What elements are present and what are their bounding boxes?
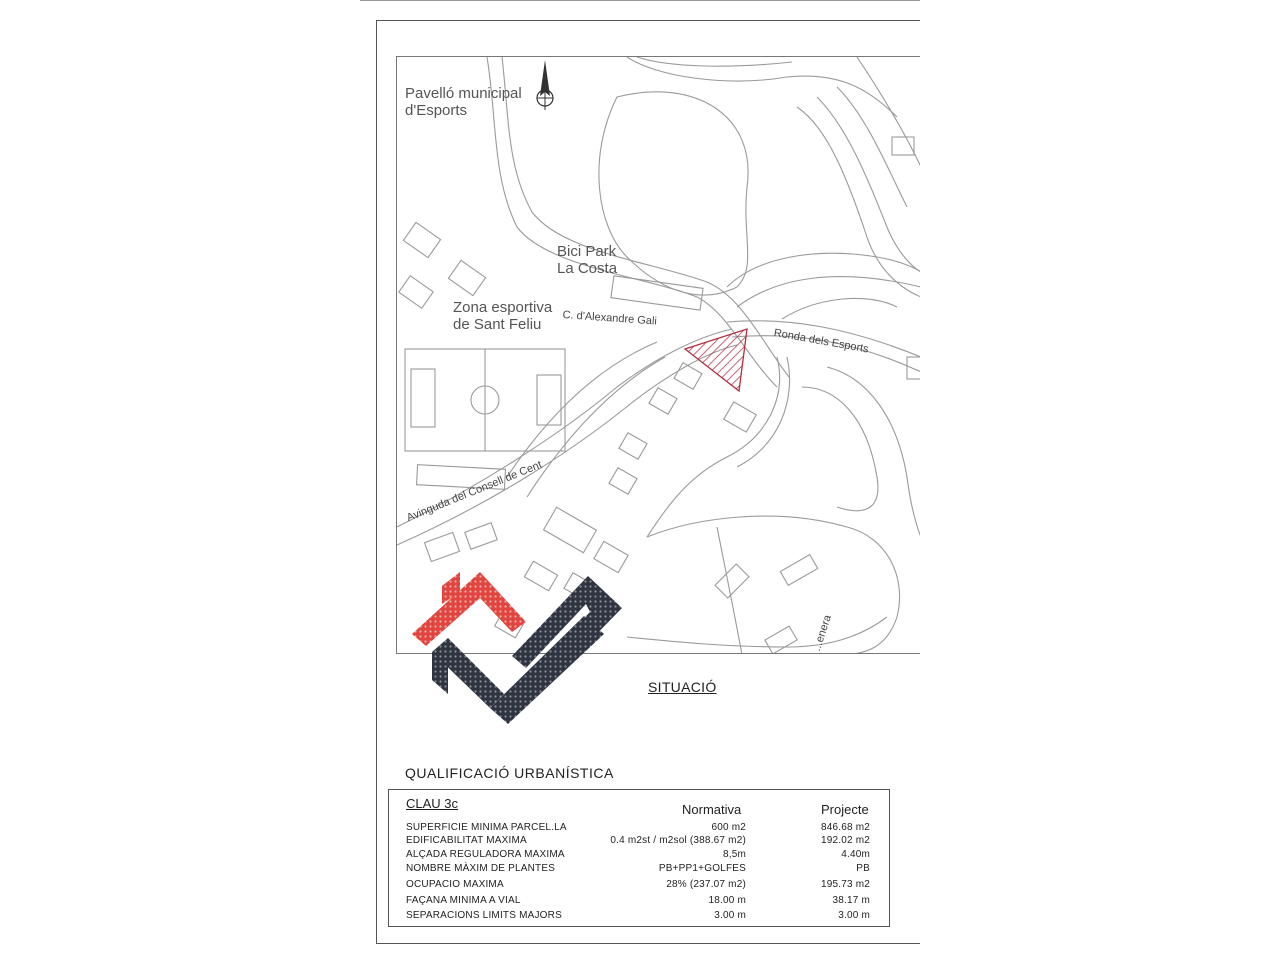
table-row bbox=[406, 863, 872, 877]
row-label: FAÇANA MINIMA A VIAL bbox=[406, 895, 521, 906]
top-rule bbox=[360, 0, 920, 1]
situacio-caption: SITUACIÓ bbox=[648, 679, 717, 695]
row-label: SUPERFICIE MINIMA PARCEL.LA bbox=[406, 822, 567, 833]
header-normativa: Normativa bbox=[682, 802, 742, 817]
street-label-bottom: ...enera bbox=[811, 613, 834, 653]
row-projecte: 192.02 m2 bbox=[820, 835, 870, 846]
map-label-pavello: Pavelló municipal d'Esports bbox=[405, 85, 522, 119]
urban-parameters-table bbox=[388, 789, 890, 927]
table-row bbox=[406, 910, 872, 924]
map-label-zona-esportiva: Zona esportiva de Sant Feliu bbox=[453, 299, 553, 333]
row-normativa: 18.00 m bbox=[708, 895, 746, 906]
row-projecte: 846.68 m2 bbox=[820, 822, 870, 833]
row-normativa: 28% (237.07 m2) bbox=[666, 879, 746, 890]
table-row bbox=[406, 879, 872, 893]
table-row bbox=[406, 895, 872, 909]
street-label-alexandre-gali: C. d'Alexandre Gali bbox=[562, 309, 658, 328]
qualificacio-title: QUALIFICACIÓ URBANÍSTICA bbox=[405, 765, 614, 781]
row-normativa: 3.00 m bbox=[714, 910, 746, 921]
row-projecte: 4.40m bbox=[841, 849, 870, 860]
table-row bbox=[406, 822, 872, 836]
row-label: ALÇADA REGULADORA MAXIMA bbox=[406, 849, 565, 860]
table-row bbox=[406, 835, 872, 849]
row-projecte: 195.73 m2 bbox=[820, 879, 870, 890]
row-normativa: PB+PP1+GOLFES bbox=[658, 863, 746, 874]
row-normativa: 600 m2 bbox=[711, 822, 746, 833]
watermark-logo-icon bbox=[408, 564, 648, 734]
row-label: EDIFICABILITAT MAXIMA bbox=[406, 835, 527, 846]
row-normativa: 8,5m bbox=[722, 849, 746, 860]
street-label-ronda-esports: Ronda dels Esports bbox=[772, 327, 870, 356]
row-label: SEPARACIONS LIMITS MAJORS bbox=[406, 910, 562, 921]
table-row bbox=[406, 849, 872, 863]
header-projecte: Projecte bbox=[821, 802, 869, 817]
row-projecte: 38.17 m bbox=[832, 895, 870, 906]
street-label-avinguda-consell: Avinguda del Consell de Cent bbox=[405, 458, 544, 525]
row-label: OCUPACIO MAXIMA bbox=[406, 879, 504, 890]
row-normativa: 0.4 m2st / m2sol (388.67 m2) bbox=[610, 835, 746, 846]
north-arrow-icon bbox=[532, 58, 558, 114]
row-label: NOMBRE MÀXIM DE PLANTES bbox=[406, 863, 556, 874]
map-label-bici-park: Bici Park La Costa bbox=[557, 243, 618, 277]
row-projecte: PB bbox=[856, 863, 870, 874]
clau-label: CLAU 3c bbox=[406, 796, 459, 811]
row-projecte: 3.00 m bbox=[838, 910, 870, 921]
